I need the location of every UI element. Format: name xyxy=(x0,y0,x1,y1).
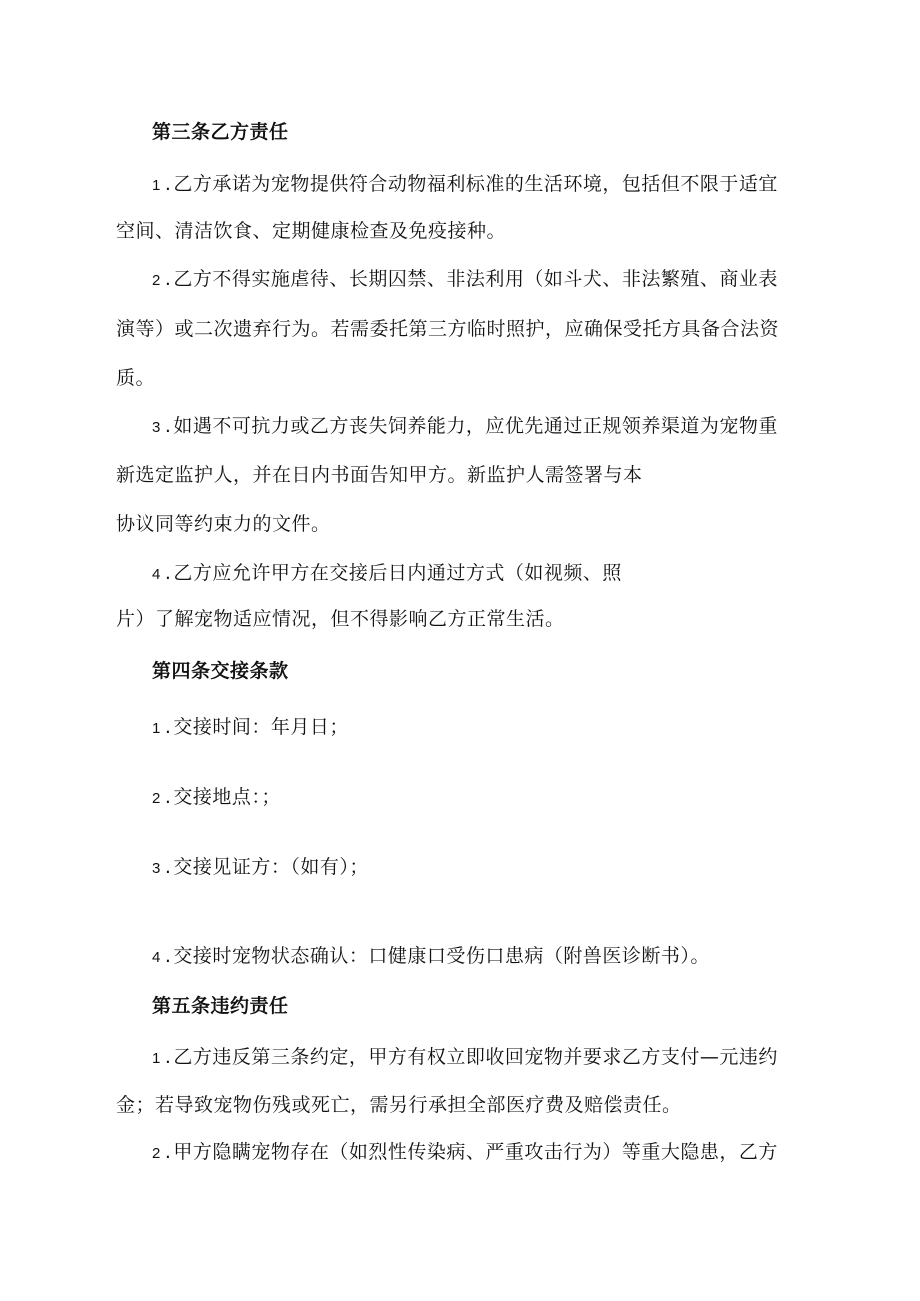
item-number: 4 xyxy=(152,566,161,583)
item-text: 乙方承诺为宠物提供符合动物福利标准的生活环境，包括但不限于适宜 xyxy=(173,173,778,195)
item-number: 1 xyxy=(152,720,161,737)
item-dot: . xyxy=(164,945,172,967)
item-dot: . xyxy=(164,268,172,290)
article-4-item-3 xyxy=(152,855,369,881)
item-dot: . xyxy=(164,716,172,738)
item-number: 4 xyxy=(152,949,161,966)
item-dot: . xyxy=(164,415,172,437)
article-3-heading: 第三条乙方责任 xyxy=(152,121,289,143)
item-text: 交接见证方：（如有）； xyxy=(173,856,369,878)
article-5-heading: 第五条违约责任 xyxy=(152,995,289,1017)
article-3-item-4-line-1 xyxy=(152,561,622,587)
item-text: 乙方不得实施虐待、长期囚禁、非法利用（如斗犬、非法繁殖、商业表 xyxy=(173,268,778,290)
article-5-item-2-line-1 xyxy=(152,1140,778,1166)
article-3-item-2-line-1 xyxy=(152,267,778,293)
item-number: 1 xyxy=(152,1050,161,1067)
item-text: 交接地点：； xyxy=(173,786,281,808)
item-text: 乙方违反第三条约定，甲方有权立即收回宠物并要求乙方支付—元违约 xyxy=(173,1046,778,1068)
item-dot: . xyxy=(164,786,172,808)
item-text: 交接时宠物状态确认：口健康口受伤口患病（附兽医诊断书）。 xyxy=(173,945,710,967)
item-number: 1 xyxy=(152,177,161,194)
article-4-item-4 xyxy=(152,944,710,970)
article-3-item-1-line-1 xyxy=(152,172,778,198)
article-3-item-2-line-3: 质。 xyxy=(116,367,156,389)
item-dot: . xyxy=(164,173,172,195)
item-text: 乙方应允许甲方在交接后日内通过方式（如视频、照 xyxy=(173,562,622,584)
article-4-heading: 第四条交接条款 xyxy=(152,660,289,682)
article-3-item-3-line-2: 新选定监护人，并在日内书面告知甲方。新监护人需签署与本 xyxy=(116,464,643,486)
article-3-item-3-line-1 xyxy=(152,414,778,440)
item-number: 2 xyxy=(152,272,161,289)
article-5-item-1-line-2: 金；若导致宠物伤残或死亡，需另行承担全部医疗费及赔偿责任。 xyxy=(116,1094,682,1116)
item-number: 2 xyxy=(152,790,161,807)
item-text: 交接时间：年月日； xyxy=(173,716,349,738)
article-3-item-2-line-2: 演等）或二次遗弃行为。若需委托第三方临时照护，应确保受托方具备合法资 xyxy=(116,318,780,340)
item-dot: . xyxy=(164,856,172,878)
item-text: 甲方隐瞒宠物存在（如烈性传染病、严重攻击行为）等重大隐患，乙方 xyxy=(173,1141,778,1163)
item-dot: . xyxy=(164,1141,172,1163)
item-number: 3 xyxy=(152,419,161,436)
item-text: 如遇不可抗力或乙方丧失饲养能力，应优先通过正规领养渠道为宠物重 xyxy=(173,415,778,437)
article-4-item-1 xyxy=(152,715,349,741)
article-3-item-1-line-2: 空间、清洁饮食、定期健康检查及免疫接种。 xyxy=(116,220,507,242)
item-dot: . xyxy=(164,562,172,584)
item-number: 2 xyxy=(152,1145,161,1162)
item-dot: . xyxy=(164,1046,172,1068)
article-3-item-4-line-2: 片）了解宠物适应情况，但不得影响乙方正常生活。 xyxy=(116,608,565,630)
article-5-item-1-line-1 xyxy=(152,1045,778,1071)
article-3-item-3-line-3: 协议同等约束力的文件。 xyxy=(116,513,331,535)
item-number: 3 xyxy=(152,860,161,877)
article-4-item-2 xyxy=(152,785,281,811)
